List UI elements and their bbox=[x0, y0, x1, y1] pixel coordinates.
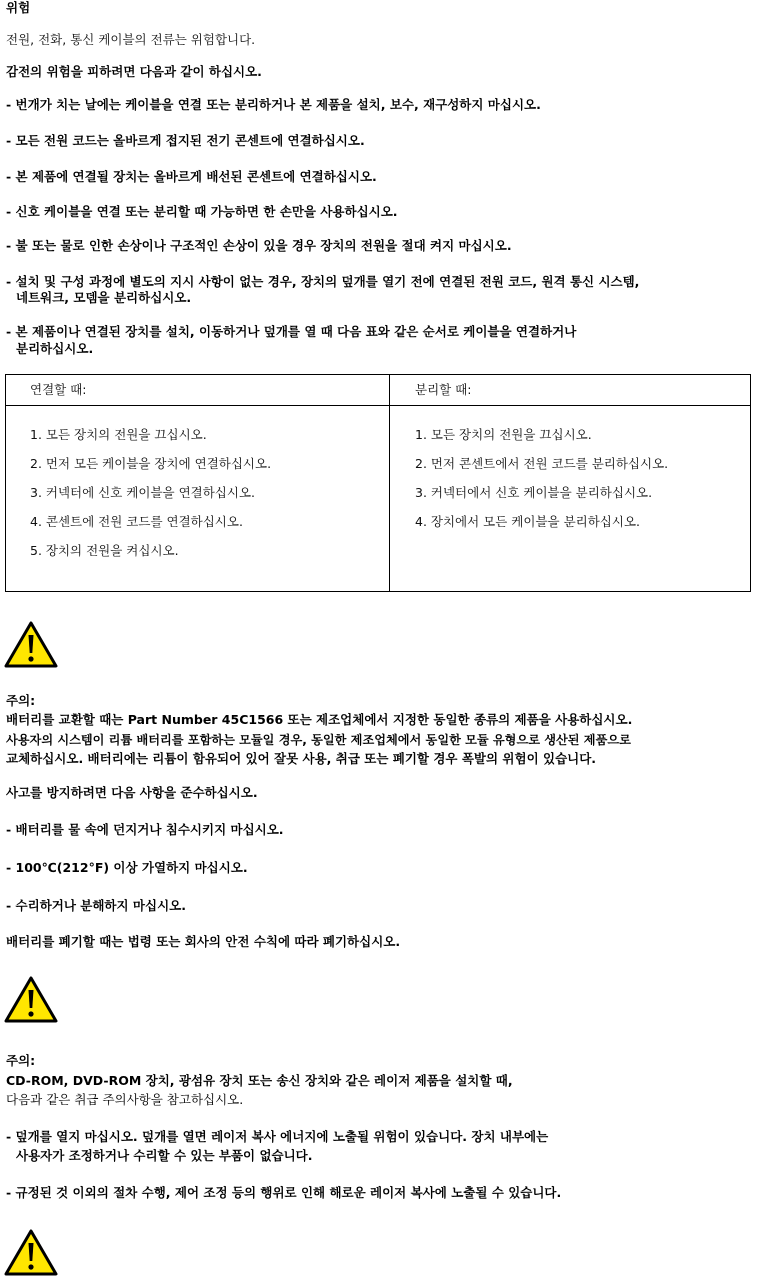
danger-lead: 감전의 위험을 피하려면 다음과 같이 하십시오. bbox=[6, 64, 262, 79]
table-column-divider bbox=[389, 375, 390, 591]
battery-lead: 사고를 방지하려면 다음 사항을 준수하십시오. bbox=[6, 785, 258, 800]
laser-line-2: 다음과 같은 취급 주의사항을 참고하십시오. bbox=[6, 1092, 244, 1107]
connect-step-1: 1. 모든 장치의 전원을 끄십시오. bbox=[30, 427, 207, 442]
danger-intro: 전원, 전화, 통신 케이블의 전류는 위험합니다. bbox=[6, 32, 256, 47]
battery-line-1: 배터리를 교환할 때는 Part Number 45C1566 또는 제조업체에서 지정한 동일한 종류의 제품을 사용하십시오. bbox=[6, 712, 633, 727]
danger-item-7-line-1: - 본 제품이나 연결된 장치를 설치, 이동하거나 덮개를 열 때 다음 표와 같은 순서로 케이블을 연결하거나 bbox=[6, 324, 577, 339]
danger-item-7-line-2: 분리하십시오. bbox=[16, 341, 94, 356]
table-header-divider bbox=[6, 405, 750, 406]
laser-line-1: CD-ROM, DVD-ROM 장치, 광섬유 장치 또는 송신 장치와 같은 레이저 제품을 설치할 때, bbox=[6, 1073, 513, 1088]
connect-step-3: 3. 커넥터에 신호 케이블을 연결하십시오. bbox=[30, 485, 255, 500]
laser-item-2: - 규정된 것 이외의 절차 수행, 제어 조정 등의 행위로 인해 해로운 레이저 복사에 노출될 수 있습니다. bbox=[6, 1185, 562, 1200]
danger-item-5: - 불 또는 물로 인한 손상이나 구조적인 손상이 있을 경우 장치의 전원을 절대 켜지 마십시오. bbox=[6, 238, 512, 253]
danger-item-4: - 신호 케이블을 연결 또는 분리할 때 가능하면 한 손만을 사용하십시오. bbox=[6, 204, 398, 219]
disconnect-step-4: 4. 장치에서 모든 케이블을 분리하십시오. bbox=[415, 514, 640, 529]
disconnect-step-1: 1. 모든 장치의 전원을 끄십시오. bbox=[415, 427, 592, 442]
danger-item-2: - 모든 전원 코드는 올바르게 접지된 전기 콘센트에 연결하십시오. bbox=[6, 133, 365, 148]
battery-item-3: - 수리하거나 분해하지 마십시오. bbox=[6, 898, 186, 913]
danger-item-6-line-1: - 설치 및 구성 과정에 별도의 지시 사항이 없는 경우, 장치의 덮개를 열기 전에 연결된 전원 코드, 원격 통신 시스템, bbox=[6, 274, 640, 289]
connect-step-4: 4. 콘센트에 전원 코드를 연결하십시오. bbox=[30, 514, 243, 529]
laser-item-1-line-2: 사용자가 조정하거나 수리할 수 있는 부품이 없습니다. bbox=[16, 1148, 313, 1163]
disconnect-step-3: 3. 커넥터에서 신호 케이블을 분리하십시오. bbox=[415, 485, 653, 500]
battery-disposal: 배터리를 폐기할 때는 법령 또는 회사의 안전 수칙에 따라 폐기하십시오. bbox=[6, 934, 401, 949]
battery-line-3: 교체하십시오. 배터리에는 리튬이 함유되어 있어 잘못 사용, 취급 또는 폐기할 경우 폭발의 위험이 있습니다. bbox=[6, 751, 597, 766]
battery-item-2: - 100℃(212°F) 이상 가열하지 마십시오. bbox=[6, 860, 248, 875]
disconnect-header: 분리할 때: bbox=[415, 382, 472, 397]
danger-heading: 위험 bbox=[6, 0, 31, 15]
laser-item-1-line-1: - 덮개를 열지 마십시오. 덮개를 열면 레이저 복사 에너지에 노출될 위험이 있습니다. 장치 내부에는 bbox=[6, 1129, 549, 1144]
battery-item-1: - 배터리를 물 속에 던지거나 침수시키지 마십시오. bbox=[6, 822, 284, 837]
disconnect-step-2: 2. 먼저 콘센트에서 전원 코드를 분리하십시오. bbox=[415, 456, 669, 471]
connect-header: 연결할 때: bbox=[30, 382, 87, 397]
warning-triangle-icon bbox=[3, 620, 59, 670]
connection-table bbox=[5, 374, 751, 592]
warning-triangle-icon bbox=[3, 1228, 59, 1278]
danger-item-6-line-2: 네트워크, 모뎀을 분리하십시오. bbox=[16, 290, 192, 305]
warning-triangle-icon bbox=[3, 975, 59, 1025]
danger-item-1: - 번개가 치는 날에는 케이블을 연결 또는 분리하거나 본 제품을 설치, 보수, 재구성하지 마십시오. bbox=[6, 97, 541, 112]
battery-caution-label: 주의: bbox=[6, 693, 36, 708]
danger-item-3: - 본 제품에 연결될 장치는 올바르게 배선된 콘센트에 연결하십시오. bbox=[6, 169, 377, 184]
battery-line-2: 사용자의 시스템이 리튬 배터리를 포함하는 모듈일 경우, 동일한 제조업체에서 동일한 모듈 유형으로 생산된 제품으로 bbox=[6, 733, 631, 747]
connect-step-2: 2. 먼저 모든 케이블을 장치에 연결하십시오. bbox=[30, 456, 272, 471]
laser-caution-label: 주의: bbox=[6, 1053, 36, 1068]
connect-step-5: 5. 장치의 전원을 켜십시오. bbox=[30, 543, 179, 558]
